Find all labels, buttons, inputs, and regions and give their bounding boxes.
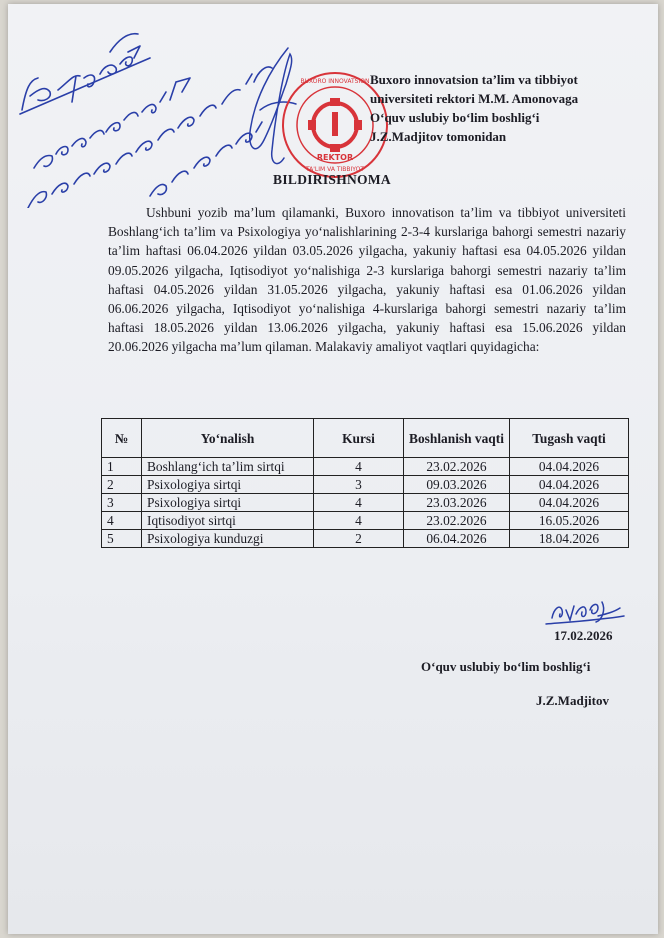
cell-direction: Psixologiya sirtqi bbox=[142, 494, 314, 512]
addressee-line: O‘quv uslubiy bo‘lim boshlig‘i bbox=[370, 110, 540, 125]
cell-start: 06.04.2026 bbox=[404, 530, 510, 548]
svg-text:BUXORO INNOVATSION: BUXORO INNOVATSION bbox=[300, 78, 370, 85]
body-paragraph: Ushbuni yozib ma’lum qilamanki, Buxoro innovatison ta’lim va tibbiyot universiteti Boshlang‘ich ta’lim va Psixologiya yo‘nalishlarining 2-3-4 kurslariga bahorgi semestri nazariy ta’lim haftasi 06.04.2026 yildan 03.05.2026 yilgacha, yakuniy haftasi esa 04.05.2026 yildan 09.05.2026 yilgacha, Iqtisodiyot yo‘nalishiga 2-3 kurslariga bahorgi semestri nazariy ta’lim haftasi 04.05.2026 yildan 31.05.2026 yilgacha, yakuniy haftasi esa 01.06.2026 yildan 06.06.2026 yilgacha, Iqtisodiyot yo‘nalishiga 4-kurslariga bahorgi semestri nazariy ta’lim haftasi 18.05.2026 yildan 13.06.2026 yilgacha, yakuniy haftasi esa 15.06.2026 yildan 20.06.2026 yilgacha ma’lum qilaman. Malakaviy amaliyot vaqtlari quyidagicha: bbox=[108, 205, 626, 355]
cell-course: 3 bbox=[314, 476, 404, 494]
addressee-block bbox=[370, 70, 640, 146]
addressee-line: J.Z.Madjitov tomonidan bbox=[370, 129, 507, 144]
table-row bbox=[102, 476, 629, 494]
cell-start: 23.02.2026 bbox=[404, 512, 510, 530]
cell-num: 2 bbox=[102, 476, 142, 494]
addressee-line: Buxoro innovatsion ta’lim va tibbiyot bbox=[370, 72, 578, 87]
cell-end: 04.04.2026 bbox=[510, 458, 629, 476]
cell-end: 04.04.2026 bbox=[510, 476, 629, 494]
document-title: BILDIRISHNOMA bbox=[273, 172, 391, 187]
header-course: Kursi bbox=[314, 419, 404, 458]
cell-course: 4 bbox=[314, 494, 404, 512]
practice-schedule-table bbox=[101, 418, 629, 548]
cell-num: 3 bbox=[102, 494, 142, 512]
signer-position: O‘quv uslubiy bo‘lim boshlig‘i bbox=[421, 659, 591, 674]
cell-direction: Iqtisodiyot sirtqi bbox=[142, 512, 314, 530]
signer-name: J.Z.Madjitov bbox=[536, 693, 609, 708]
signature-date: 17.02.2026 bbox=[554, 628, 613, 643]
table-header-row bbox=[102, 419, 629, 458]
table-row bbox=[102, 494, 629, 512]
cell-num: 5 bbox=[102, 530, 142, 548]
table-row bbox=[102, 458, 629, 476]
cell-num: 4 bbox=[102, 512, 142, 530]
signer-signature bbox=[540, 596, 630, 628]
cell-direction: Psixologiya sirtqi bbox=[142, 476, 314, 494]
table-row bbox=[102, 512, 629, 530]
addressee-line: universiteti rektori M.M. Amonovaga bbox=[370, 91, 579, 106]
cell-start: 23.03.2026 bbox=[404, 494, 510, 512]
svg-text:TA'LIM VA TIBBIYOT: TA'LIM VA TIBBIYOT bbox=[305, 166, 365, 173]
cell-course: 2 bbox=[314, 530, 404, 548]
stamp-center-text: REKTOR bbox=[316, 153, 354, 162]
header-direction: Yo‘nalish bbox=[142, 419, 314, 458]
cell-course: 4 bbox=[314, 512, 404, 530]
table-row bbox=[102, 530, 629, 548]
cell-direction: Boshlang‘ich ta’lim sirtqi bbox=[142, 458, 314, 476]
cell-course: 4 bbox=[314, 458, 404, 476]
cell-start: 09.03.2026 bbox=[404, 476, 510, 494]
header-start: Boshlanish vaqti bbox=[404, 419, 510, 458]
header-end: Tugash vaqti bbox=[510, 419, 629, 458]
cell-start: 23.02.2026 bbox=[404, 458, 510, 476]
header-num: № bbox=[102, 419, 142, 458]
cell-num: 1 bbox=[102, 458, 142, 476]
cell-end: 18.04.2026 bbox=[510, 530, 629, 548]
cell-end: 16.05.2026 bbox=[510, 512, 629, 530]
cell-direction: Psixologiya kunduzgi bbox=[142, 530, 314, 548]
cell-end: 04.04.2026 bbox=[510, 494, 629, 512]
